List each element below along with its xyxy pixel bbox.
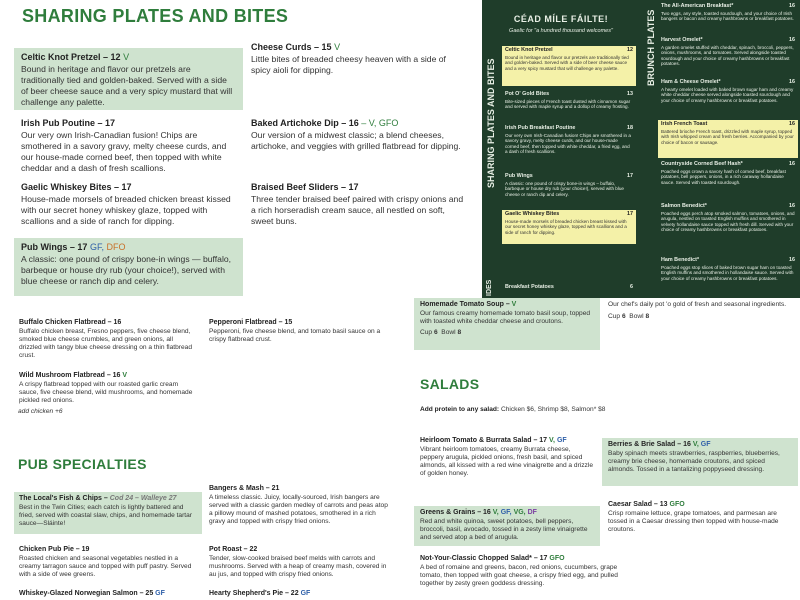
brunch-item-harvest-omelet: Harvest Omelet* 16 A garden omelet stuffed with cheddar, spinach, broccoli, peppers, onions, mushrooms, and tomatoes. Served alongside toasted sourdough and your choice of creamy hashbrowns or breakfast potatoes.: [661, 37, 795, 67]
brunch-item-breakfast-potatoes: Breakfast Potatoes 6: [505, 284, 633, 290]
menu-item-berries-brie: Berries & Brie Salad – 16 V, GF Baby spinach meets strawberries, raspberries, blueberries, creamy brie cheese, homemade croutons, and spiced almonds. Tossed in a tantalizing poppyseed dressing.: [602, 438, 798, 486]
brunch-item-ham-cheese-omelet: Ham & Cheese Omelet* 16 A hearty omelet loaded with baked brown sugar ham and creamy white cheddar cheese served alongside toasted sourdough and your choice of creamy hashbrowns or breakfast potatoes.: [661, 79, 795, 103]
brunch-item-all-american-breakfast: The All-American Breakfast* 16 Two eggs, any style, toasted sourdough, and your choice of Irish bangers or bacon and creamy hashbrowns or breakfast potatoes.: [661, 3, 795, 22]
menu-item-pot-roast: Pot Roast – 22 Tender, slow-cooked braised beef melds with carrots and mushrooms. Served with a heap of creamy mash, covered in au jus, and topped with crispy fried onions.: [209, 546, 387, 578]
menu-item-pepperoni-flatbread: Pepperoni Flatbread – 15 Pepperoni, five cheese blend, and tomato basil sauce on a crispy flatbread crust.: [209, 319, 381, 343]
menu-item-chicken-pub-pie: Chicken Pub Pie – 19 Roasted chicken and seasonal vegetables nestled in a creamy tarragon sauce and topped with puff pastry. Served with a side of wee greens.: [19, 546, 192, 578]
menu-item-not-your-classic-chopped-salad: Not-Your-Classic Chopped Salad* – 17 GFO A bed of romaine and greens, bacon, red onions, cucumbers, grape tomato, then topped with goat cheese, a crispy fried egg, and pulled together by zesty green goddess dressing.: [420, 555, 618, 587]
menu-item-baked-artichoke-dip: Baked Artichoke Dip – 16 – V, GFO Our version of a midwest classic; a blend cheeses, artichoke, and veggies with grilled flatbread for dipping.: [251, 118, 461, 151]
flatbreads-specialties-menu: [0, 300, 412, 600]
menu-item-buffalo-chicken-flatbread: Buffalo Chicken Flatbread – 16 Buffalo chicken breast, Fresno peppers, five cheese blend, smoked blue cheese crumbles, and green onions, all drizzled with tangy blue cheese dressing on a thin flatbread crust.: [19, 319, 193, 359]
brunch-plates-side-label: BRUNCH PLATES: [646, 9, 656, 86]
brunch-item-pub-wings: Pub Wings 17 A classic: one pound of crispy bone-in wings – buffalo, barbeque or house dry rub (your choice!), served with blue cheese or ranch dip and celery.: [505, 173, 633, 197]
menu-item-hearty-shepherds-pie: Hearty Shepherd's Pie – 22 GF: [209, 590, 311, 597]
menu-item-chefs-daily-soup: Our chef's daily pot 'o gold of fresh and seasonal ingredients. Cup 6 Bowl 8: [602, 298, 796, 332]
add-protein-note: Add protein to any salad: Chicken $6, Shrimp $8, Salmon* $8: [420, 406, 606, 413]
menu-item-irish-pub-poutine: Irish Pub Poutine – 17 Our very own Irish-Canadian fusion! Chips are smothered in a savory gravy, melty cheese curds, and our house-made corned beef, then topped with white cheddar and a dash of fresh scallions.: [21, 118, 227, 173]
brunch-item-irish-french-toast: Irish French Toast 16 Battered brioche French toast, drizzled with maple syrup, topped with Irish whipped cream and fresh berries. Accompanied by your choice of bacon or sausage.: [658, 120, 798, 158]
menu-item-bangers-mash: Bangers & Mash – 21 A timeless classic. Juicy, locally-sourced, Irish bangers are served with a classic garden medley of carrots and peas atop a pillowy mound of mashed potatoes, smothered in a rich gravy and topped with crispy fried onions.: [209, 485, 388, 525]
salads-title: SALADS: [420, 376, 480, 392]
brunch-menu: [482, 0, 800, 298]
menu-item-locals-fish-chips: The Local's Fish & Chips – Cod 24 – Walleye 27 Best in the Twin Cities; each catch is lightly battered and fried, served with coastal slaw, chips, and homemade tartar sauce—Sláinte!: [14, 492, 202, 534]
brunch-item-gaelic-whiskey-bites: Gaelic Whiskey Bites 17 House-made morsels of breaded chicken breast kissed with our secret honey whiskey glaze, topped with scallions and a side of ranch for dipping.: [502, 210, 636, 244]
pub-specialties-title: PUB SPECIALTIES: [18, 456, 147, 472]
menu-item-whiskey-glazed-salmon: Whiskey-Glazed Norwegian Salmon – 25 GF: [19, 590, 165, 597]
chef-soup-sizes: Cup 6 Bowl 8: [608, 313, 650, 320]
menu-item-caesar-salad: Caesar Salad – 13 GFO Crisp romaine lettuce, grape tomatoes, and parmesan are tossed in a Caesar dressing then topped with house-made croutons.: [608, 501, 779, 533]
sharing-plates-title: SHARING PLATES AND BITES: [22, 6, 289, 26]
sharing-plates-menu: [0, 0, 480, 300]
brunch-item-celtic-knot-pretzel: Celtic Knot Pretzel 12 Bound in heritage and flavor our pretzels are traditionally tied and golden-baked. Served with a side of beer cheese sauce and a very spicy mustard that will challenge any palette.: [502, 46, 636, 86]
brunch-item-salmon-benedict: Salmon Benedict* 16 Poached eggs perch atop smoked salmon, tomatoes, onions, and arugula, nestled on toasted English muffins and smothered in velvety hollandaise sauce topped with fresh dill. Served with your choice of creamy hashbrowns or breakfast potatoes.: [661, 203, 795, 233]
brunch-item-ham-benedict: Ham Benedict* 16 Poached eggs stop slices of baked brown sugar ham on toasted English muffins and smothered in hollandaise sauce. Served with your choice of creamy hashbrowns or breakfast potatoes.: [661, 257, 795, 281]
menu-item-pub-wings: Pub Wings – 17 GF, DFO A classic: one pound of crispy bone-in wings — buffalo, barbeque or house dry rub (your choice!), served with blue cheese or ranch dip and celery.: [14, 238, 243, 296]
brunch-menu-header: CÉAD MÍLE FÁILTE!: [513, 14, 609, 24]
brunch-item-irish-pub-breakfast-poutine: Irish Pub Breakfast Poutine 18 Our very own Irish-Canadian fusion! Chips are smothered in a savory gravy, melty cheese curds, and our house-made corned beef, then topped with white cheddar, a fried egg, and a dash of fresh scallions.: [505, 125, 633, 155]
menu-item-greens-grains: Greens & Grains – 16 V, GF, VG, DF Red and white quinoa, sweet potatoes, bell peppers, broccoli, basil, avocado, tossed in a zesty lime vinaigrette and served atop a bed of arugula.: [414, 506, 600, 546]
sharing-plates-side-label: SHARING PLATES AND BITES: [486, 58, 496, 188]
brunch-item-pot-o-gold-bites: Pot O' Gold Bites 13 Bite-sized pieces of French toast dusted with cinnamon sugar and served with maple syrup and a dollop of creamy frosting.: [505, 91, 633, 110]
menu-item-homemade-tomato-soup: Homemade Tomato Soup – V Our famous creamy homemade tomato basil soup, topped with toasted white cheddar cheese and croutons. Cup 6 Bowl 8: [414, 298, 600, 350]
soups-salads-menu: [412, 298, 800, 600]
menu-item-heirloom-tomato-burrata: Heirloom Tomato & Burrata Salad – 17 V, GF Vibrant heirloom tomatoes, creamy Burrata cheese, peppery arugula, pickled onions, fresh basil, and spiced almonds, all kissed with a red wine vinaigrette and a drizzle of golden honey.: [420, 437, 593, 477]
menu-item-wild-mushroom-flatbread: Wild Mushroom Flatbread – 16 V A crispy flatbread topped with our roasted garlic cream sauce, five cheese blend, wild mushrooms, and homemade pickled red onions.: [19, 372, 193, 404]
brunch-item-countryside-corned-beef-hash: Countryside Corned Beef Hash* 16 Poached eggs crown a savory hash of corned beef, breakfast potatoes, bell peppers, onions, in a rich caraway hollandaise sauce. Served with toasted sourdough.: [661, 161, 795, 185]
brunch-menu-subheader: Gaelic for "a hundred thousand welcomes": [509, 28, 613, 34]
add-chicken-note: add chicken +6: [18, 408, 63, 415]
menu-item-cheese-curds: Cheese Curds – 15 V Little bites of breaded cheesy heaven with a side of spicy aioli for dipping.: [251, 42, 446, 75]
menu-item-celtic-knot-pretzel: Celtic Knot Pretzel – 12 V Bound in heritage and flavor our pretzels are traditionally tied and golden-baked. Served with a side of beer cheese sauce and a very spicy mustard that will challenge any palette.: [14, 48, 243, 110]
menu-item-gaelic-whiskey-bites: Gaelic Whiskey Bites – 17 House-made morsels of breaded chicken breast kissed with our secret honey whiskey glaze, topped with scallions and a side of ranch for dipping.: [21, 182, 231, 226]
sides-side-label: IDES: [486, 279, 493, 296]
soup-sizes: Cup 6 Bowl 8: [420, 329, 462, 336]
menu-item-braised-beef-sliders: Braised Beef Sliders – 17 Three tender braised beef paired with crispy onions and a rich horseradish cream sauce, all nestled on soft, sweet buns.: [251, 182, 464, 226]
